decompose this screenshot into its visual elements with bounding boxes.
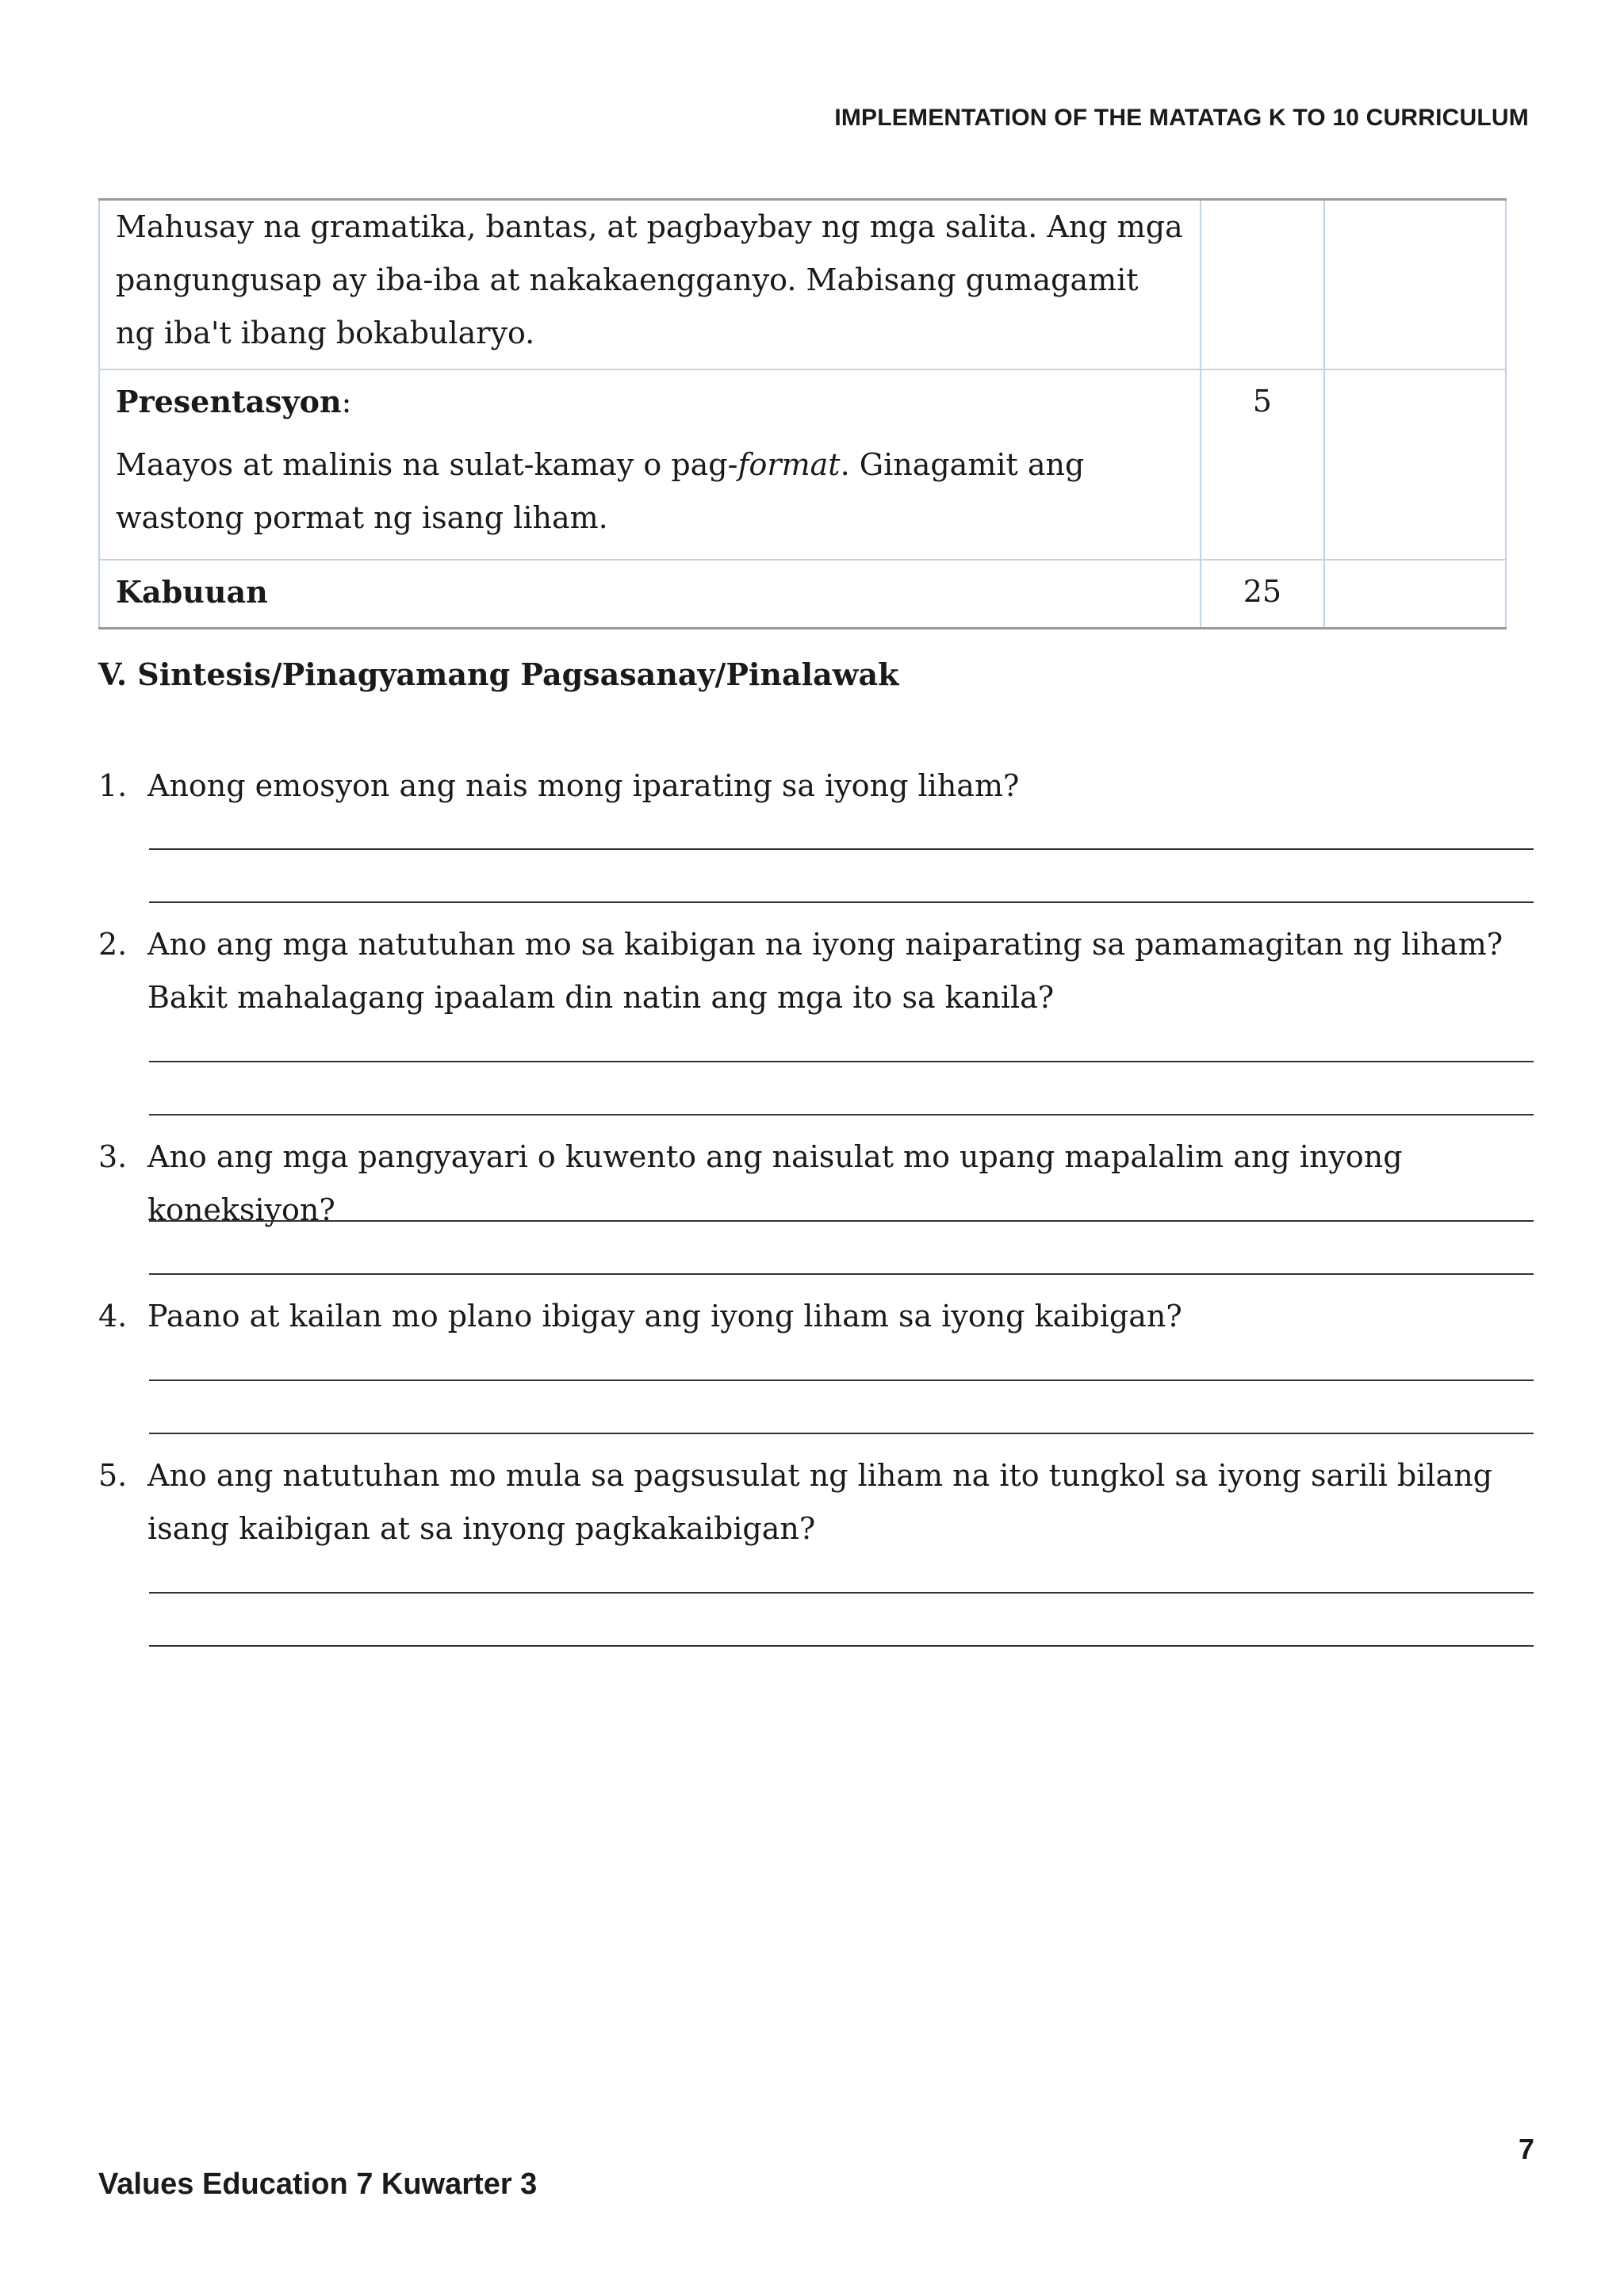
question-number: 3.: [98, 1139, 128, 1174]
question-text: Paano at kailan mo plano ibigay ang iyong liham sa iyong kaibigan?: [147, 1299, 1182, 1334]
rubric-score-cell: [1324, 369, 1506, 560]
rubric-description: Mahusay na gramatika, bantas, at pagbaybay ng mga salita. Ang mga pangungusap ay iba-iba at nakakaengganyo. Mabisang gumagamit ng iba't ibang bokabularyo.: [99, 200, 1201, 370]
answer-line[interactable]: [149, 1645, 1534, 1647]
rubric-description-italic: format: [737, 447, 841, 482]
rubric-score-cell: [1324, 560, 1506, 629]
rubric-points: [1201, 200, 1323, 370]
section-title: V. Sintesis/Pinagyamang Pagsasanay/Pinalawak: [98, 656, 899, 692]
rubric-criterion-colon: :: [341, 385, 352, 419]
page-number: 7: [1519, 2133, 1535, 2165]
rubric-points: 5: [1201, 369, 1323, 560]
answer-line[interactable]: [149, 1220, 1534, 1222]
question-number: 4.: [98, 1299, 128, 1334]
rubric-criterion-cell: [99, 369, 1201, 560]
answer-line[interactable]: [149, 1061, 1534, 1062]
answer-line[interactable]: [149, 1433, 1534, 1434]
answer-line[interactable]: [149, 901, 1534, 903]
rubric-row: [99, 200, 1506, 370]
rubric-total-label: Kabuuan: [99, 560, 1201, 629]
answer-line[interactable]: [149, 1273, 1534, 1275]
question-text: Anong emosyon ang nais mong iparating sa iyong liham?: [147, 768, 1020, 803]
answer-line[interactable]: [149, 1380, 1534, 1381]
answer-line[interactable]: [149, 1592, 1534, 1594]
rubric-criterion: Presentasyon: [116, 384, 342, 419]
question-number: 1.: [98, 768, 128, 803]
question-text: Ano ang mga pangyayari o kuwento ang naisulat mo upang mapalalim ang inyong koneksiyon?: [147, 1139, 1403, 1227]
footer-subject: Values Education 7 Kuwarter 3: [98, 2168, 538, 2201]
rubric-description: [116, 447, 1084, 535]
rubric-total-points: 25: [1201, 560, 1323, 629]
question-number: 2.: [98, 927, 128, 962]
answer-line[interactable]: [149, 1114, 1534, 1115]
rubric-description-part: Maayos at malinis na sulat-kamay o pag-: [116, 447, 738, 482]
rubric-table: [98, 198, 1507, 629]
question-text: Ano ang natutuhan mo mula sa pagsusulat ng liham na ito tungkol sa iyong sarili bilang isang kaibigan at sa inyong pagkakaibigan?: [147, 1458, 1492, 1546]
question-number: 5.: [98, 1458, 128, 1493]
answer-line[interactable]: [149, 848, 1534, 850]
question-text: Ano ang mga natutuhan mo sa kaibigan na iyong naiparating sa pamamagitan ng liham? Bakit mahalagang ipaalam din natin ang mga ito sa kanila?: [147, 927, 1503, 1015]
rubric-row: [99, 369, 1506, 560]
rubric-description-part: . Ginagamit ang wastong pormat ng isang liham.: [116, 447, 1085, 535]
rubric-total-row: [99, 560, 1506, 629]
rubric-score-cell: [1324, 200, 1506, 370]
page-header: IMPLEMENTATION OF THE MATATAG K TO 10 CURRICULUM: [834, 105, 1529, 131]
